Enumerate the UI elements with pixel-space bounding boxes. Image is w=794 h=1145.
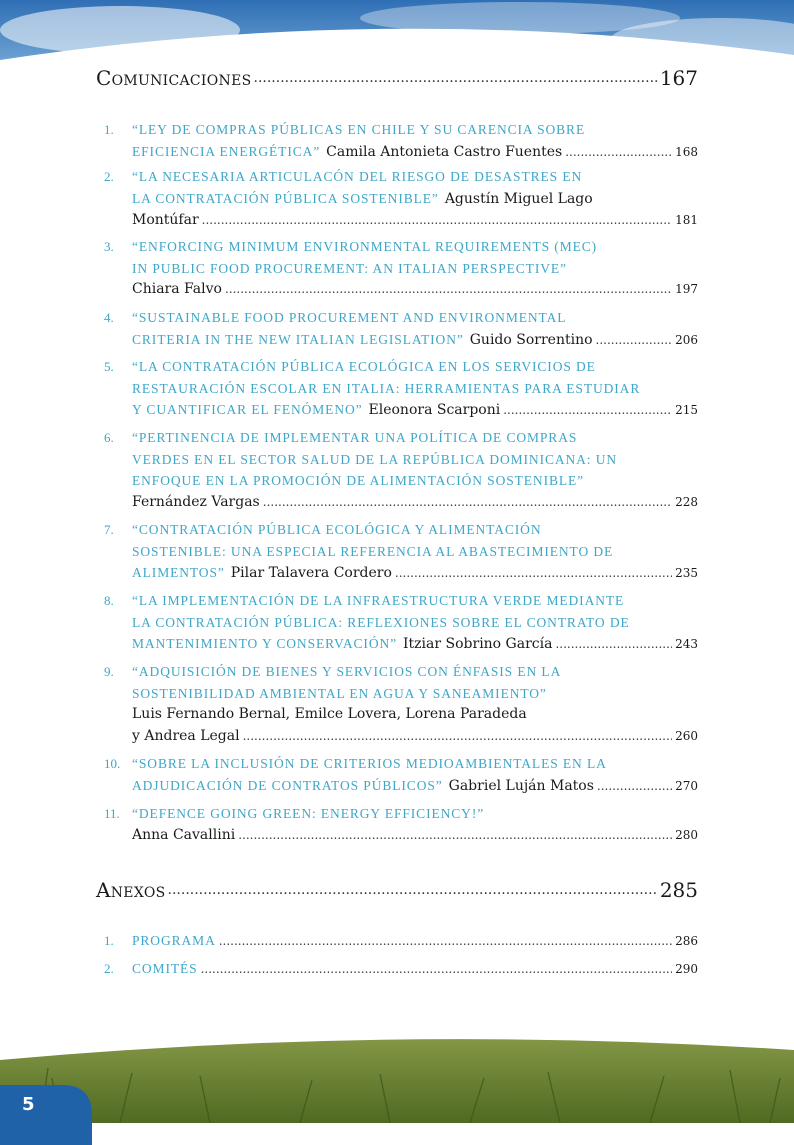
entry-page: 260: [675, 728, 698, 743]
entry-page: 168: [675, 144, 698, 159]
dot-leader: [565, 142, 672, 164]
dot-leader: [596, 330, 673, 352]
entry-number: 2.: [104, 961, 114, 976]
toc-entry[interactable]: [104, 519, 698, 585]
entry-author: y Andrea Legal: [132, 727, 240, 744]
dot-leader: [395, 563, 672, 585]
entry-title: ADJUDICACIÓN DE CONTRATOS PÚBLICOS”: [132, 777, 443, 793]
dot-leader: [243, 726, 673, 748]
entry-page: 228: [675, 494, 698, 509]
entry-page: 280: [675, 827, 698, 842]
entry-number: 11.: [104, 806, 120, 821]
dot-leader: [597, 776, 672, 798]
entry-author: Agustín Miguel Lago: [444, 190, 593, 207]
entry-title: “ENFORCING MINIMUM ENVIRONMENTAL REQUIREMENTS (MEC): [132, 239, 598, 254]
entry-page: 243: [675, 637, 698, 651]
entry-author: Pilar Talavera Cordero: [230, 565, 392, 581]
section-anexos[interactable]: [96, 876, 698, 902]
section-title: Anexos: [96, 878, 166, 902]
entry-title: IN PUBLIC FOOD PROCUREMENT: AN ITALIAN PERSPECTIVE”: [132, 260, 567, 276]
entry-number: 9.: [104, 664, 114, 679]
entry-title: “DEFENCE GOING GREEN: ENERGY EFFICIENCY!”: [132, 806, 485, 821]
entry-title: MANTENIMIENTO Y CONSERVACIÓN”: [132, 636, 398, 651]
entry-title: “LA IMPLEMENTACIÓN DE LA INFRAESTRUCTURA VERDE MEDIANTE: [132, 593, 625, 608]
entry-author: Fernández Vargas: [132, 493, 260, 510]
toc-entry[interactable]: [104, 166, 698, 232]
dot-leader: [254, 70, 658, 86]
entry-number: 1.: [104, 933, 114, 948]
dot-leader: [219, 931, 672, 953]
dot-leader: [202, 210, 672, 232]
entry-author: Anna Cavallini: [132, 826, 236, 843]
entry-number: 6.: [104, 430, 114, 445]
entry-title: SOSTENIBILIDAD AMBIENTAL EN AGUA Y SANEAMIENTO”: [132, 685, 547, 701]
entry-title: COMITÉS: [132, 961, 198, 976]
toc-entry[interactable]: [104, 753, 698, 797]
entry-page: 206: [675, 332, 698, 347]
grass-footer-decoration: [0, 1028, 794, 1123]
entry-title: PROGRAMA: [132, 933, 216, 948]
entry-number: 2.: [104, 169, 114, 184]
section-page: 167: [659, 66, 698, 90]
entry-page: 286: [675, 934, 698, 948]
entry-title: “PERTINENCIA DE IMPLEMENTAR UNA POLÍTICA DE COMPRAS: [132, 430, 578, 445]
entry-title: VERDES EN EL SECTOR SALUD DE LA REPÚBLICA DOMINICANA: UN: [132, 451, 618, 467]
entry-author: Itziar Sobrino García: [403, 636, 553, 652]
section-page: 285: [659, 878, 698, 902]
toc-entry[interactable]: [104, 958, 698, 981]
entry-title: “ADQUISICIÓN DE BIENES Y SERVICIOS CON ÉNFASIS EN LA: [132, 664, 562, 679]
dot-leader: [263, 492, 672, 514]
entry-author: Chiara Falvo: [132, 281, 222, 297]
entry-title: SOSTENIBLE: UNA ESPECIAL REFERENCIA AL ABASTECIMIENTO DE: [132, 543, 614, 559]
entry-title: RESTAURACIÓN ESCOLAR EN ITALIA: HERRAMIENTAS PARA ESTUDIAR: [132, 380, 641, 396]
entry-number: 1.: [104, 122, 114, 137]
entry-title: “LEY DE COMPRAS PÚBLICAS EN CHILE Y SU CARENCIA SOBRE: [132, 122, 586, 137]
entry-number: 10.: [104, 756, 121, 771]
toc-entry[interactable]: [104, 236, 698, 301]
entry-number: 5.: [104, 359, 114, 374]
entry-title: ALIMENTOS”: [132, 565, 225, 580]
entry-page: 197: [675, 282, 698, 296]
entry-author: Gabriel Luján Matos: [448, 777, 594, 794]
entry-page: 215: [675, 403, 698, 417]
entry-author: Camila Antonieta Castro Fuentes: [326, 143, 563, 160]
entry-title: “CONTRATACIÓN PÚBLICA ECOLÓGICA Y ALIMENTACIÓN: [132, 522, 542, 537]
dot-leader: [225, 279, 672, 301]
entry-title: “LA NECESARIA ARTICULACÓN DEL RIESGO DE DESASTRES EN: [132, 169, 583, 184]
dot-leader: [555, 634, 672, 656]
entry-page: 235: [675, 566, 698, 580]
dot-leader: [503, 400, 672, 422]
toc-entry[interactable]: [104, 356, 698, 422]
toc-entry[interactable]: [104, 930, 698, 953]
entry-number: 3.: [104, 239, 114, 254]
toc-entry[interactable]: [104, 590, 698, 656]
page-number-badge: [0, 1085, 92, 1145]
entry-title: “LA CONTRATACIÓN PÚBLICA ECOLÓGICA EN LOS SERVICIOS DE: [132, 359, 596, 374]
entry-page: 290: [675, 962, 698, 976]
entry-title: “SUSTAINABLE FOOD PROCUREMENT AND ENVIRONMENTAL: [132, 310, 567, 325]
section-comunicaciones[interactable]: [96, 64, 698, 90]
entry-title: EFICIENCIA ENERGÉTICA”: [132, 143, 321, 159]
dot-leader: [168, 882, 658, 898]
section-title: Comunicaciones: [96, 66, 252, 90]
entry-title: ENFOQUE EN LA PROMOCIÓN DE ALIMENTACIÓN SOSTENIBLE”: [132, 473, 585, 488]
entry-title: “SOBRE LA INCLUSIÓN DE CRITERIOS MEDIOAMBIENTALES EN LA: [132, 756, 607, 771]
dot-leader: [201, 959, 673, 981]
entry-number: 4.: [104, 310, 114, 325]
entry-number: 8.: [104, 593, 114, 608]
toc-entry[interactable]: [104, 119, 698, 163]
entry-title: Y CUANTIFICAR EL FENÓMENO”: [132, 402, 363, 417]
entry-page: 270: [675, 778, 698, 793]
entry-author: Montúfar: [132, 212, 199, 228]
entry-author: Eleonora Scarponi: [368, 402, 501, 418]
toc-entry[interactable]: [104, 661, 698, 747]
dot-leader: [238, 825, 672, 847]
toc-entry[interactable]: [104, 427, 698, 513]
entry-author: Luis Fernando Bernal, Emilce Lovera, Lorena Paradeda: [132, 706, 527, 722]
toc-entry[interactable]: [104, 307, 698, 351]
entry-title: LA CONTRATACIÓN PÚBLICA: REFLEXIONES SOBRE EL CONTRATO DE: [132, 614, 630, 630]
entry-page: 181: [675, 213, 698, 227]
entry-title: CRITERIA IN THE NEW ITALIAN LEGISLATION”: [132, 331, 464, 347]
toc-entry[interactable]: [104, 803, 698, 846]
entry-number: 7.: [104, 522, 114, 537]
page-number: 5: [22, 1094, 35, 1115]
entry-author: Guido Sorrentino: [469, 331, 593, 348]
entry-title: LA CONTRATACIÓN PÚBLICA SOSTENIBLE”: [132, 190, 439, 206]
